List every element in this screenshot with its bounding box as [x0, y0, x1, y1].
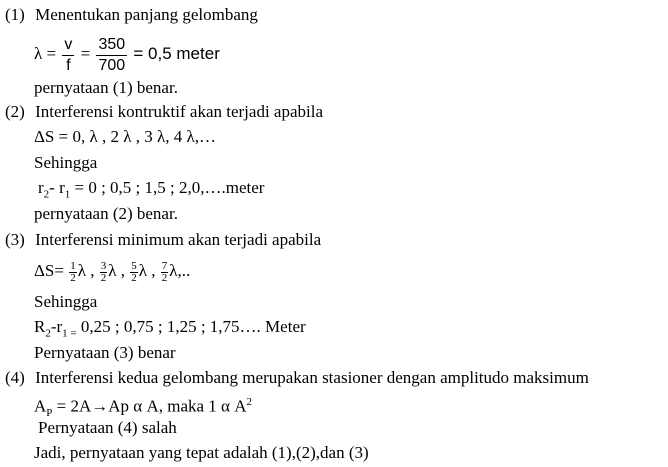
numerator: 7	[161, 259, 168, 272]
r2-subscript: 2	[43, 188, 50, 201]
item-1-title: Menentukan panjang gelombang	[35, 5, 258, 24]
A-symbol: A	[34, 396, 47, 416]
lambda-term: λ ,	[77, 261, 95, 280]
lambda-term: λ ,	[138, 261, 156, 280]
numerator: 3	[100, 259, 107, 272]
path-difference-values-3	[34, 317, 306, 343]
fraction-7-2	[161, 261, 169, 284]
numerator: 1	[70, 259, 76, 272]
item-2-sehingga: Sehingga	[34, 153, 98, 172]
P-subscript: P	[46, 407, 53, 420]
item-2-title: Interferensi kontruktif akan terjadi apabila	[35, 102, 324, 121]
item-2-number: (2)	[5, 102, 25, 121]
item-3-number: (3)	[5, 230, 25, 249]
values-list: 0,25 ; 0,75 ; 1,25 ; 1,75…. Meter	[76, 317, 306, 336]
r2-symbol: r	[38, 178, 44, 197]
wavelength-formula	[34, 32, 220, 76]
numerator: 5	[131, 259, 137, 272]
conclusion: Jadi, pernyataan yang tepat adalah (1),(2),dan (3)	[34, 443, 369, 462]
item-3-statement: Pernyataan (3) benar	[34, 343, 176, 362]
denominator: 2	[131, 271, 137, 284]
r1-subscript: 1	[64, 188, 71, 201]
fraction-350-over-700	[96, 35, 127, 76]
item-4-heading	[0, 368, 589, 388]
values-list: = 0 ; 0,5 ; 1,5 ; 2,0,….meter	[70, 178, 265, 197]
equals-sign: =	[80, 44, 91, 63]
delta-s-label: ΔS=	[34, 261, 64, 280]
item-1-statement: pernyataan (1) benar.	[34, 78, 178, 97]
denominator: 2	[70, 271, 76, 284]
item-3-sehingga: Sehingga	[34, 292, 98, 311]
minus-r: - r	[49, 178, 65, 197]
fraction-numerator: v	[62, 35, 74, 56]
R2-symbol: R	[34, 317, 46, 336]
fraction-5-2	[130, 261, 138, 284]
item-3-title: Interferensi minimum akan terjadi apabila	[35, 230, 322, 249]
R2-subscript: 2	[45, 327, 51, 340]
path-difference-values-2	[38, 178, 264, 204]
item-3-heading	[0, 230, 321, 250]
lambda-term: λ,..	[169, 261, 191, 280]
item-2-statement: pernyataan (2) benar.	[34, 204, 178, 223]
r1-subscript: 1 =	[62, 327, 77, 340]
item-4-title: Interferensi kedua gelombang merupakan stasioner dengan amplitudo maksimum	[35, 368, 589, 387]
item-1-heading	[0, 5, 258, 25]
item-2-heading	[0, 102, 323, 122]
item-1-number: (1)	[5, 5, 25, 24]
lambda-label: λ =	[34, 44, 57, 63]
denominator: 2	[161, 271, 168, 284]
lambda-term: λ ,	[108, 261, 125, 280]
constructive-condition: ΔS = 0, λ , 2 λ , 3 λ, 4 λ,…	[34, 127, 216, 146]
fraction-v-over-f	[62, 35, 74, 76]
fraction-1-2	[69, 261, 77, 284]
wavelength-result: = 0,5 meter	[133, 44, 220, 63]
fraction-numerator: 350	[96, 35, 127, 56]
item-4-number: (4)	[5, 368, 25, 387]
denominator: 2	[100, 271, 107, 284]
item-4-statement: Pernyataan (4) salah	[38, 418, 177, 437]
minus-r: -r	[50, 317, 63, 336]
squared-superscript: 2	[246, 396, 252, 408]
minimum-condition	[34, 256, 190, 286]
fraction-denominator: f	[66, 56, 71, 74]
fraction-denominator: 700	[98, 56, 126, 74]
amplitude-relation: = 2A→Ap α A, maka 1 α A	[52, 396, 247, 416]
fraction-3-2	[100, 261, 108, 284]
